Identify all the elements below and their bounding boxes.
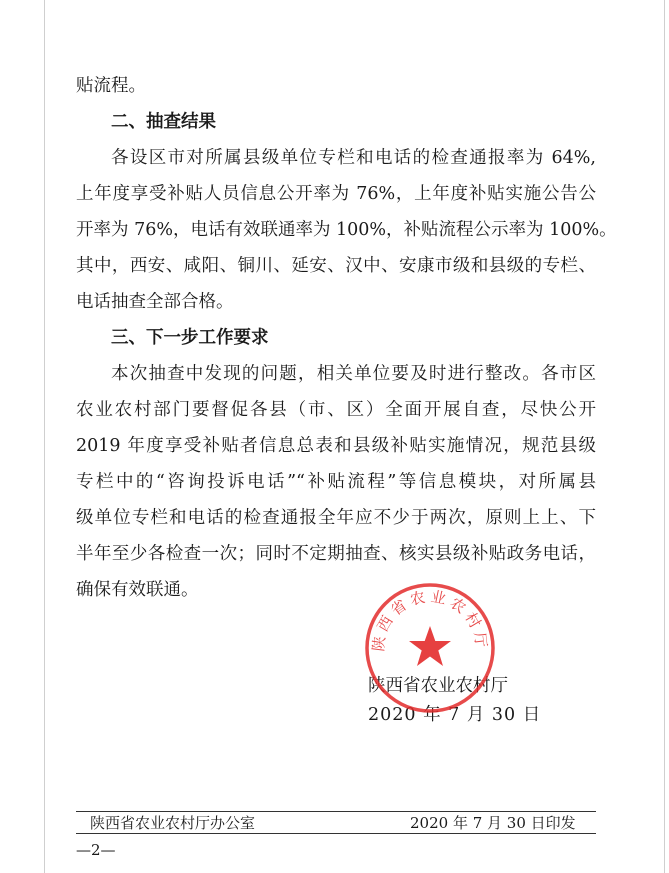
body-line: 开率为 76%，电话有效联通率为 100%，补贴流程公示率为 100%。 [76,220,617,240]
body-line: 本次抽查中发现的问题，相关单位要及时进行整改。各市区 [111,364,596,384]
body-line: 上年度享受补贴人员信息公开率为 76%，上年度补贴实施公告公 [76,184,596,204]
body-line: 专栏中的“咨询投诉电话”“补贴流程”等信息模块，对所属县 [76,472,596,492]
paragraph-continuation: 贴流程。 [76,76,146,96]
footer-issue-date: 2020 年 7 月 30 日印发 [410,814,576,832]
seal-star-icon [409,626,451,666]
body-line: 其中，西安、咸阳、铜川、延安、汉中、安康市级和县级的专栏、 [76,256,596,276]
seal-text: 陕西省农业农村厅 [369,587,491,653]
official-seal-icon [362,580,498,716]
body-line: 半年至少各检查一次；同时不定期抽查、核实县级补贴政务电话， [76,544,596,564]
signature-date: 2020 年 7 月 30 日 [368,705,542,725]
section-heading-next-steps: 三、下一步工作要求 [111,328,269,348]
signature-organization: 陕西省农业农村厅 [368,676,508,696]
page-edge-left [44,0,45,873]
body-line: 确保有效联通。 [76,580,199,600]
footer-rule-bottom [76,833,596,834]
footer-issuer: 陕西省农业农村厅办公室 [90,814,256,832]
body-text [76,68,617,608]
body-line: 农业农村部门要督促各县（市、区）全面开展自查，尽快公开 [76,400,596,420]
page-edge-right [664,0,665,873]
body-line: 2019 年度享受补贴者信息总表和县级补贴实施情况，规范县级 [76,436,596,456]
section-heading-results: 二、抽查结果 [111,112,216,132]
body-line: 级单位专栏和电话的检查通报全年应不少于两次，原则上上、下 [76,508,596,528]
body-line: 各设区市对所属县级单位专栏和电话的检查通报率为 64%, [111,148,596,168]
page-number: —2— [76,841,116,859]
body-line: 电话抽查全部合格。 [76,292,234,312]
